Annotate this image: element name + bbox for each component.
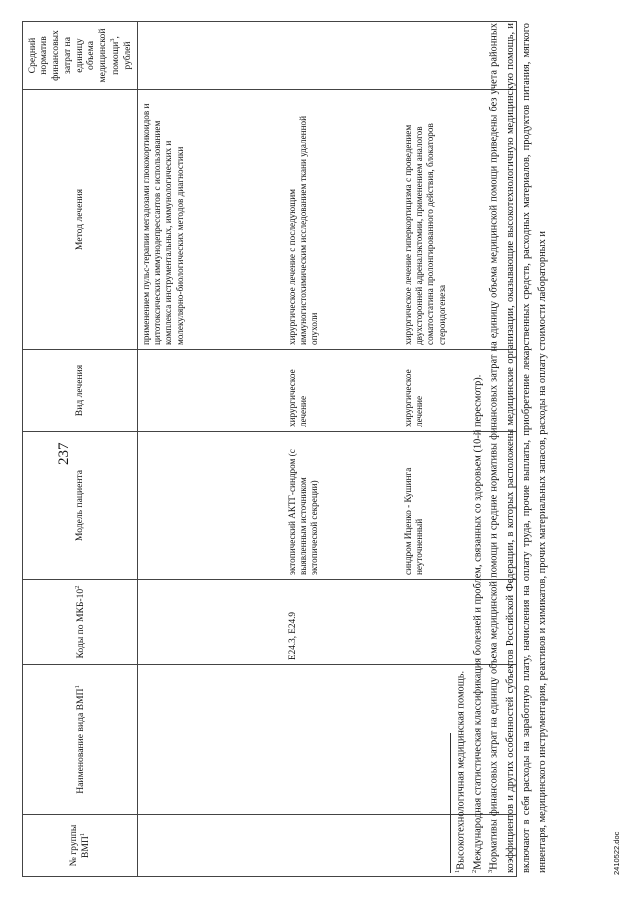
page-number: 237 [56,442,72,465]
cell-group [284,815,400,877]
cell-codes [138,580,285,665]
cell-name [284,665,400,815]
cell-method: применением пульс-терапии мегадозами глюкокортикоидов и цитотоксических иммунодепрессантов с использованием комплекса инструментальных, иммунологических и молекулярно-биологических методов диагностики [138,90,285,350]
header-cost: Средний норматив финансовых затрат на единицу объема медицинской помощи$^3$, рублей [23,22,138,90]
header-codes: Коды по МКБ-$10^2$ [23,580,138,665]
footnote-2: $^2$Международная статистическая классификация болезней и проблем, связанных со здоровьем (10-й пересмотр). [470,374,484,873]
cell-group [138,815,285,877]
header-name: Наименование вида ВМП$^1$ [23,665,138,815]
header-method: Метод лечения [23,90,138,350]
table-header-row [23,22,138,877]
cell-method: хирургическое лечение с последующим иммуногистохимическим исследованием ткани удаленной опухоли [284,90,400,350]
header-treatment: Вид лечения [23,350,138,432]
cell-treatment: хирургическое лечение [284,350,400,432]
cell-model [138,432,285,580]
footnote-divider [450,733,451,873]
header-group: № группы ВМП$^1$ [23,815,138,877]
treatment-table [22,21,517,877]
cell-name [138,665,285,815]
footnote-1: $^1$Высокотехнологичная медицинская помощь. [454,670,467,873]
cell-cost [284,22,400,90]
footnotes [450,23,551,873]
cell-cost [138,22,285,90]
document-id: 2410522.doc [612,831,621,875]
header-model: Модель пациента [23,432,138,580]
table-row [284,22,400,877]
cell-treatment [138,350,285,432]
cell-method: хирургическое лечение гиперкортицизма с проведением двухсторонней адреналэктомии, применением аналогов соматостатина пролонгированного действия, блокаторов стероидогенеза [400,90,517,350]
footnote-3: $^3$Нормативы финансовых затрат на единицу объема медицинской помощи и средние нормативы финансовых затрат на единицу объема медицинской помощи приведены без учета районных коэффициентов и других особенностей субъектов Российской Федерации, в которых расположены медицинские организации, оказывающие высокотехнологичную медицинскую помощь, и включают в себя расходы на заработную плату, начисления на оплату труда, прочие выплаты, приобретение лекарственных средств, расходных материалов, продуктов питания, мягкого инвентаря, медицинского инструментария, реактивов и химикатов, прочих материальных запасов, расходы на оплату стоимости лабораторных и [487,23,549,873]
cell-codes: E24.3, E24.9 [284,580,400,665]
cell-model: эктопический АКТГ-синдром (с выявленным источником эктопической секреции) [284,432,400,580]
cell-model: синдром Иценко - Кушинга неуточненный [400,432,517,580]
cell-treatment: хирургическое лечение [400,350,517,432]
table-row [138,22,285,877]
